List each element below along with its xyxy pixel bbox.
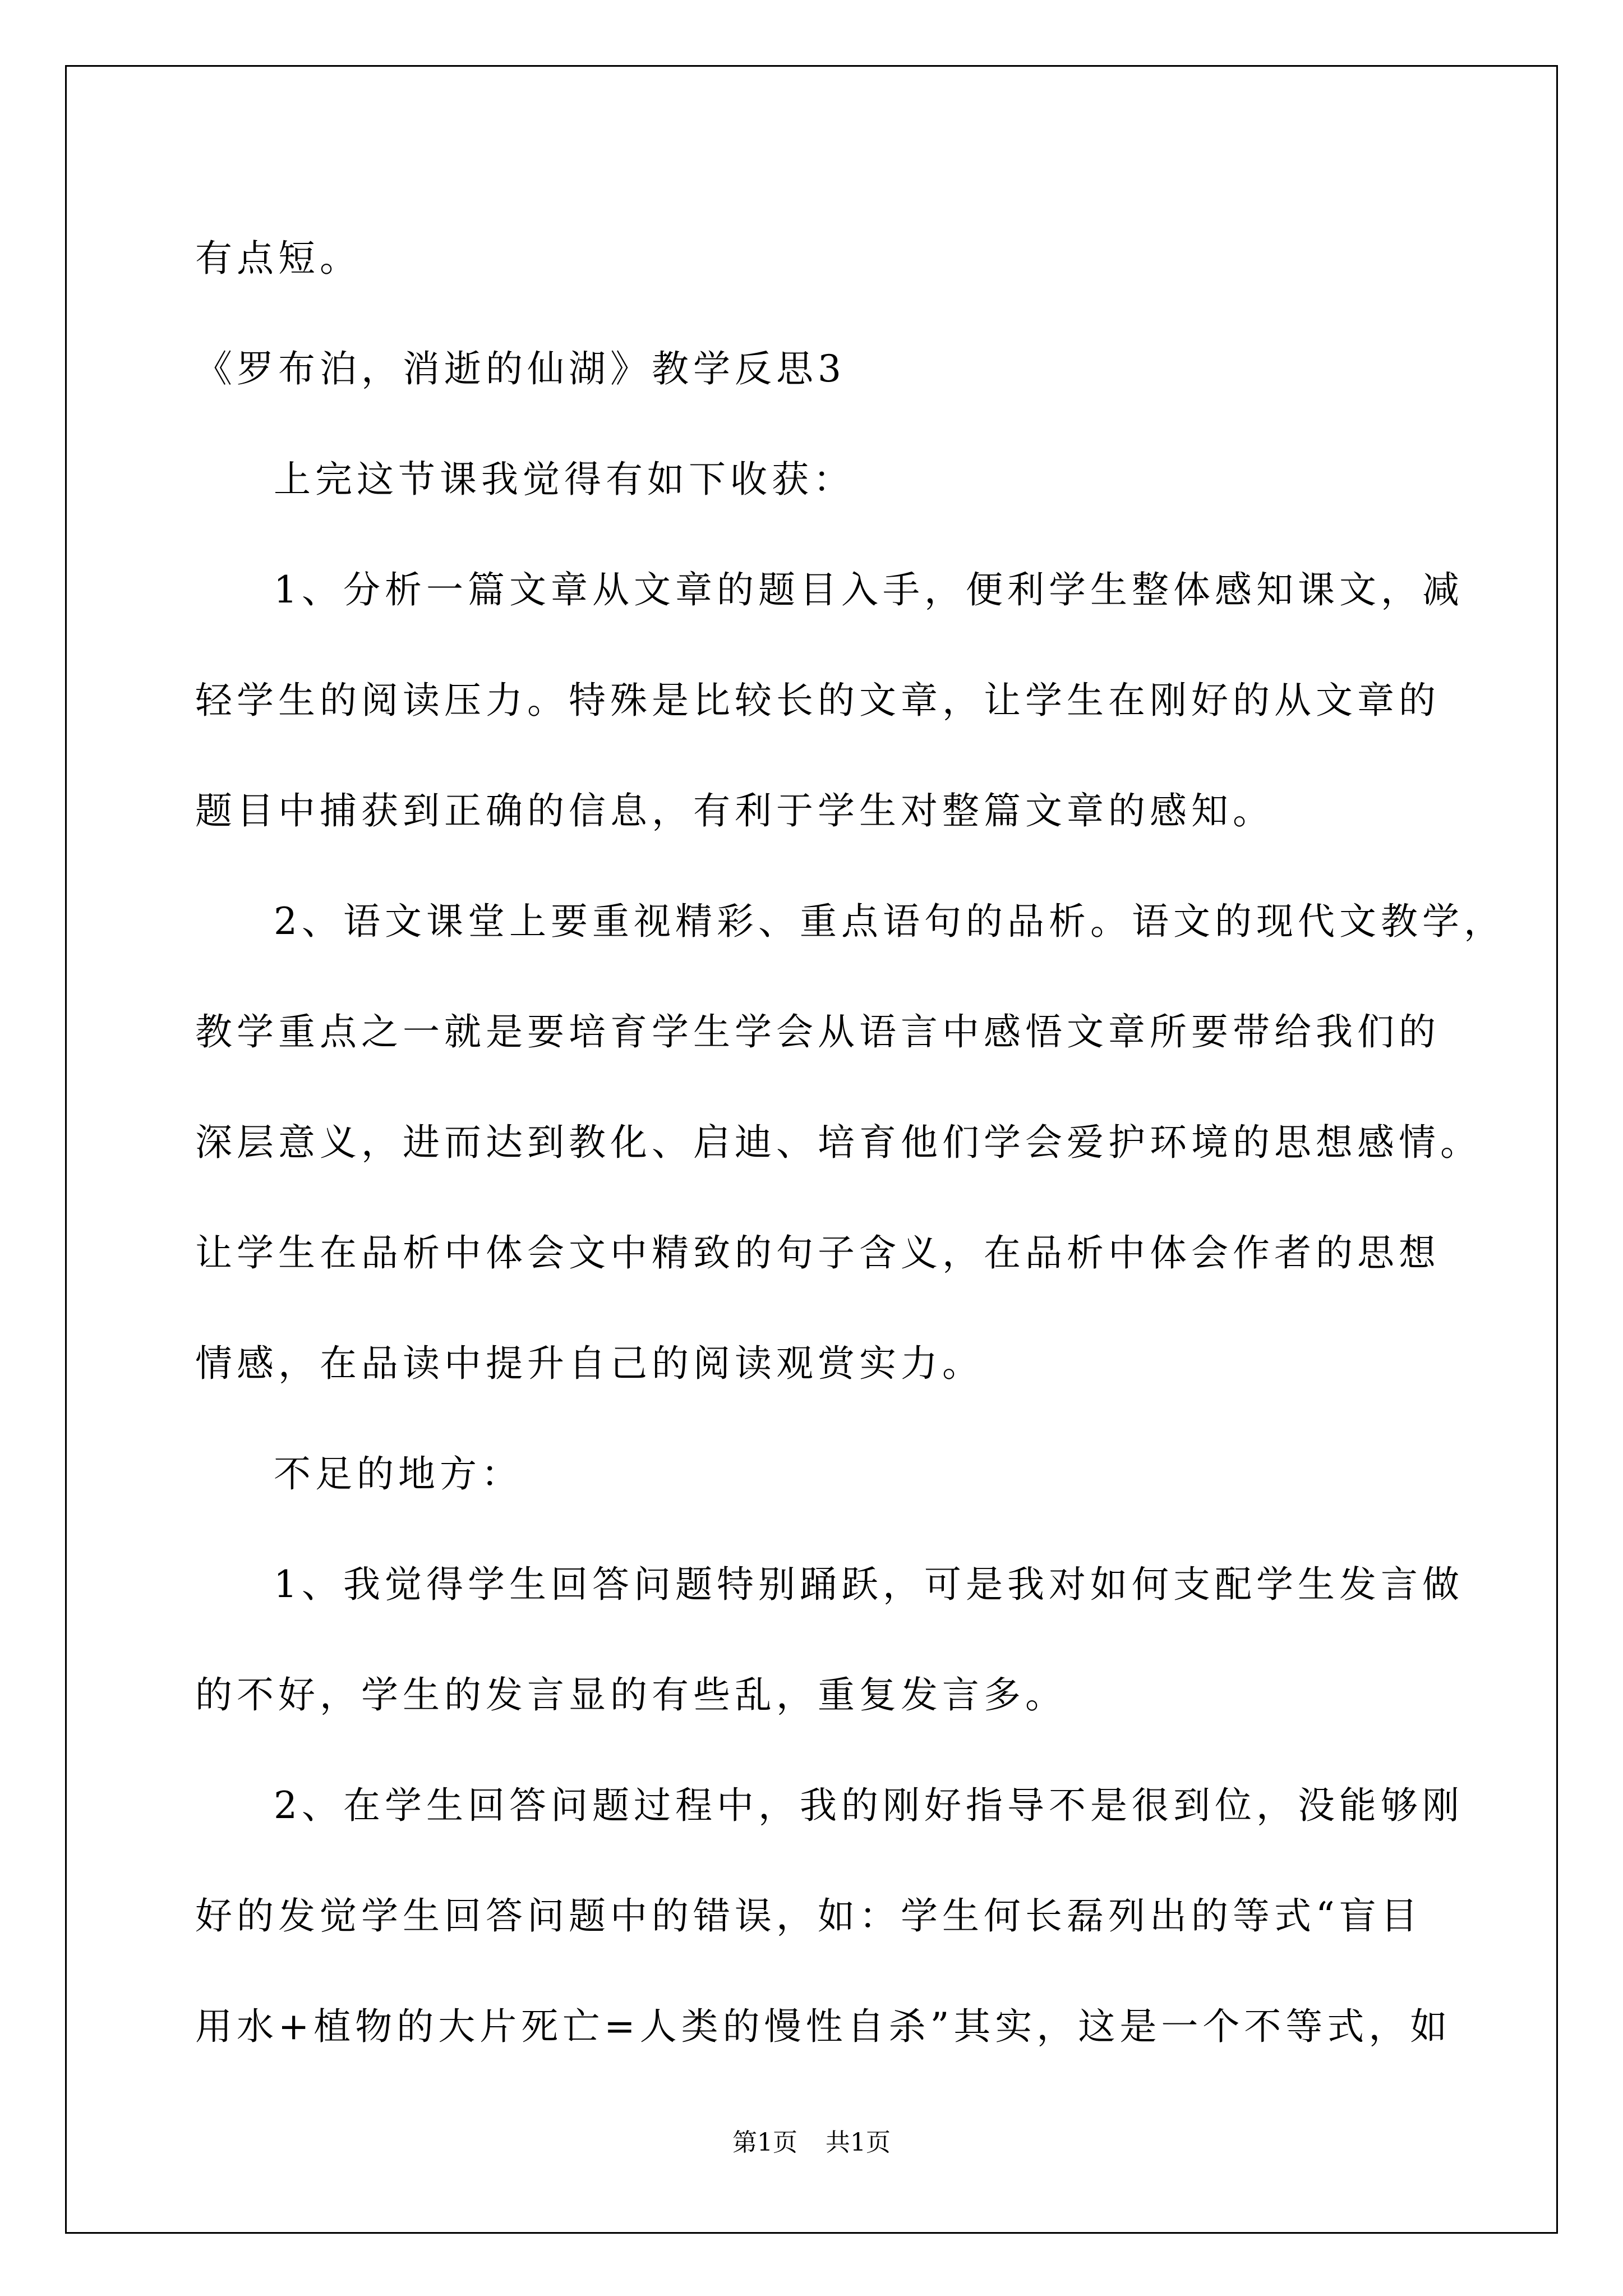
page-footer	[0, 2126, 1623, 2160]
text-line: 让学生在品析中体会文中精致的句子含义，在品析中体会作者的思想	[195, 1231, 1440, 1274]
paragraph-start: 上完这节课我觉得有如下收获：	[274, 458, 855, 501]
text-line: 深层意义，进而达到教化、启迪、培育他们学会爱护环境的思想感情。	[195, 1121, 1482, 1164]
text-line: 有点短。	[195, 237, 361, 280]
paragraph-start: 不足的地方：	[274, 1452, 523, 1496]
page-total: 共1页	[826, 2128, 891, 2157]
document-body	[195, 203, 1505, 2082]
paragraph-start: 2、在学生回答问题过程中，我的刚好指导不是很到位，没能够刚	[274, 1784, 1464, 1827]
paragraph-start: 1、分析一篇文章从文章的题目入手，便利学生整体感知课文，减	[274, 568, 1464, 611]
text-line: 的不好，学生的发言显的有些乱，重复发言多。	[195, 1673, 1067, 1717]
paragraph-start: 2、语文课堂上要重视精彩、重点语句的品析。语文的现代文教学，	[274, 900, 1505, 943]
page-number: 第1页	[732, 2128, 797, 2157]
text-line: 情感，在品读中提升自己的阅读观赏实力。	[195, 1342, 984, 1385]
text-line: 轻学生的阅读压力。特殊是比较长的文章，让学生在刚好的从文章的	[195, 679, 1440, 722]
text-line: 好的发觉学生回答问题中的错误，如：学生何长磊列出的等式“盲目	[195, 1894, 1422, 1938]
paragraph-start: 1、我觉得学生回答问题特别踊跃，可是我对如何支配学生发言做	[274, 1563, 1464, 1606]
text-line: 用水+植物的大片死亡=人类的慢性自杀”其实，这是一个不等式，如	[195, 2005, 1452, 2048]
text-line: 教学重点之一就是要培育学生学会从语言中感悟文章所要带给我们的	[195, 1010, 1440, 1053]
text-line: 题目中捕获到正确的信息，有利于学生对整篇文章的感知。	[195, 789, 1274, 832]
section-heading: 《罗布泊，消逝的仙湖》教学反思3	[195, 347, 846, 390]
